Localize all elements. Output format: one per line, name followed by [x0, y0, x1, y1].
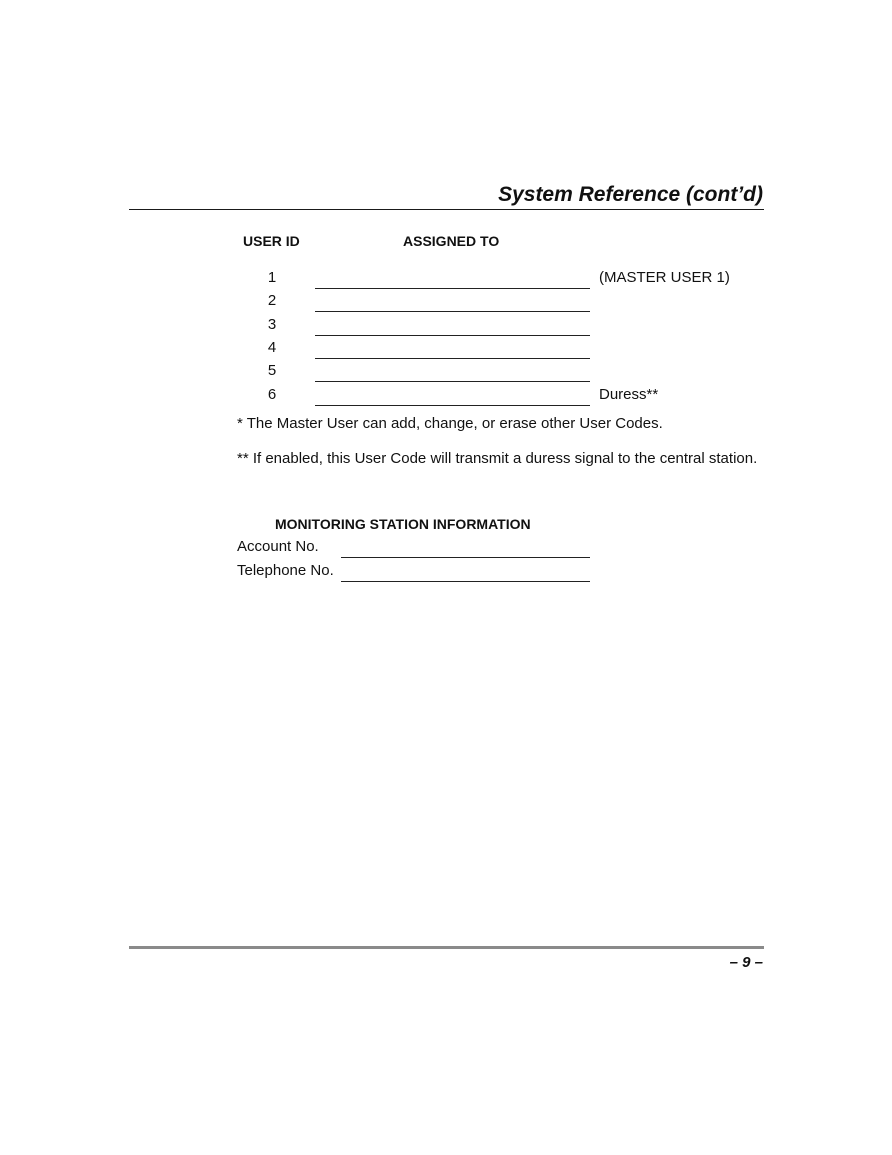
- user-id: 5: [267, 362, 277, 379]
- assigned-to-line: [315, 288, 590, 289]
- user-row-3: [0, 316, 892, 340]
- account-line: [341, 557, 590, 558]
- column-header-assigned-to: ASSIGNED TO: [403, 233, 500, 249]
- footnote-duress: ** If enabled, this User Code will transmit a duress signal to the central station.: [237, 450, 758, 467]
- user-note: (MASTER USER 1): [599, 269, 730, 286]
- monitoring-title: MONITORING STATION INFORMATION: [275, 516, 531, 532]
- user-row-1: [0, 269, 892, 293]
- user-id: 1: [267, 269, 277, 286]
- column-header-user-id: USER ID: [243, 233, 300, 249]
- page-title: System Reference (cont’d): [498, 183, 763, 206]
- header-rule: [129, 209, 764, 210]
- page-number: – 9 –: [729, 954, 763, 971]
- footer-rule: [129, 946, 764, 949]
- assigned-to-line: [315, 405, 590, 406]
- account-label: Account No.: [237, 538, 319, 555]
- user-note: Duress**: [599, 386, 659, 403]
- user-id: 6: [267, 386, 277, 403]
- footnote-master-user: * The Master User can add, change, or erase other User Codes.: [237, 415, 663, 432]
- user-row-2: [0, 292, 892, 316]
- user-id: 4: [267, 339, 277, 356]
- user-row-5: [0, 362, 892, 386]
- assigned-to-line: [315, 358, 590, 359]
- assigned-to-line: [315, 311, 590, 312]
- user-id: 2: [267, 292, 277, 309]
- monitoring-row-telephone: [0, 562, 892, 586]
- telephone-line: [341, 581, 590, 582]
- monitoring-row-account: [0, 538, 892, 562]
- user-id: 3: [267, 316, 277, 333]
- user-row-6: [0, 386, 892, 410]
- user-row-4: [0, 339, 892, 363]
- assigned-to-line: [315, 381, 590, 382]
- telephone-label: Telephone No.: [237, 562, 334, 579]
- assigned-to-line: [315, 335, 590, 336]
